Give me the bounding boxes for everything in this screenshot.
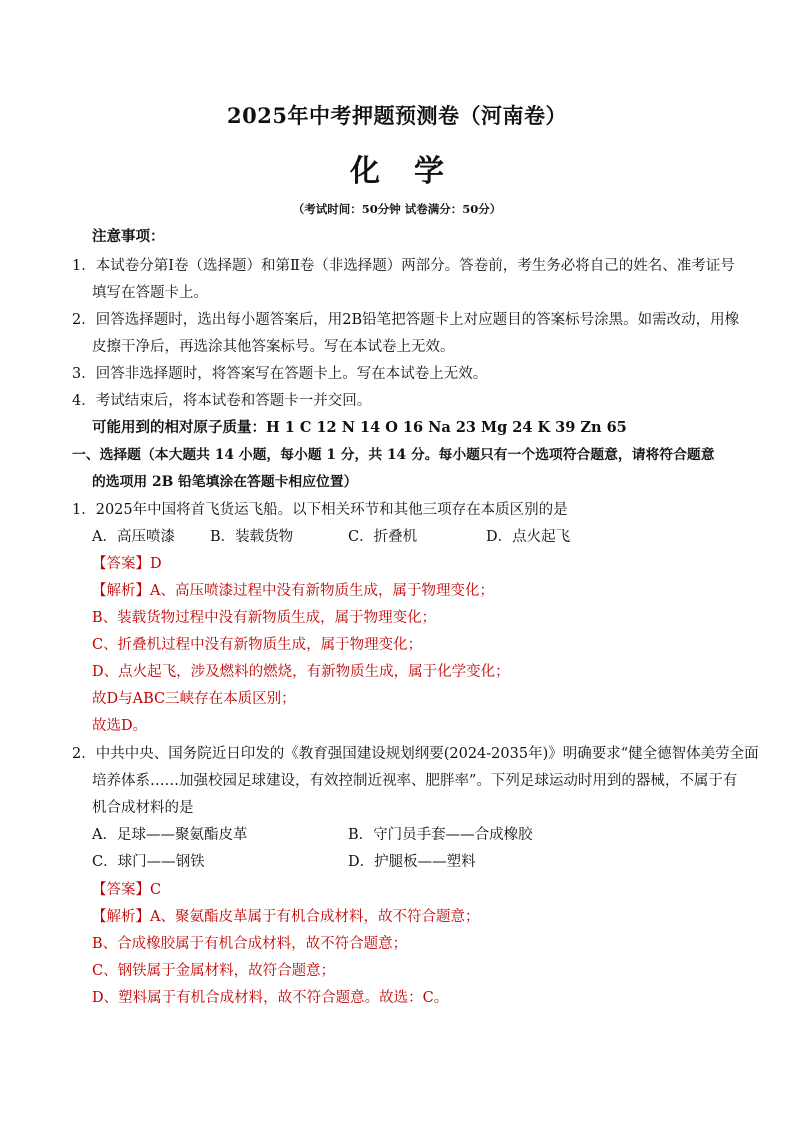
section-heading: 一、选择题（本大题共 14 小题，每小题 1 分，共 14 分。每小题只有一个选项符合题意，请将符合题意 <box>72 447 715 463</box>
question-2-stem: 2．中共中央、国务院近日印发的《教育强国建设规划纲要(2024-2035年)》明确要求“健全德智体美劳全面 <box>72 746 759 762</box>
analysis-line: A、聚氨酯皮革属于有机合成材料，故不符合题意； <box>150 909 480 925</box>
q1-option-c: C．折叠机 <box>348 529 418 545</box>
q1-analysis <box>92 581 494 601</box>
answer-tag: 【答案】 <box>92 556 150 572</box>
q2-answer <box>92 880 161 900</box>
atomic-masses: 可能用到的相对原子质量：H 1 C 12 N 14 O 16 Na 23 Mg 24 K 39 Zn 65 <box>92 419 627 436</box>
question-2-stem: 机合成材料的是 <box>92 800 194 816</box>
notice-item: 3．回答非选择题时，将答案写在答题卡上。写在本试卷上无效。 <box>72 366 488 382</box>
exam-title: 2025年中考押题预测卷（河南卷） <box>227 103 567 128</box>
notice-item: 4．考试结束后，将本试卷和答题卡一并交回。 <box>72 393 372 409</box>
q1-answer <box>92 554 162 574</box>
q2-option-c: C．球门——钢铁 <box>92 854 205 870</box>
notice-heading: 注意事项： <box>92 228 165 245</box>
answer-value: D <box>150 556 162 572</box>
q1-option-d: D．点火起飞 <box>486 529 571 545</box>
q2-analysis <box>92 907 479 927</box>
analysis-tag: 【解析】 <box>92 909 150 925</box>
analysis-line: B、装载货物过程中没有新物质生成，属于物理变化； <box>92 610 437 626</box>
analysis-line: C、钢铁属于金属材料，故符合题意； <box>92 963 336 979</box>
analysis-line: A、高压喷漆过程中没有新物质生成，属于物理变化； <box>150 583 494 599</box>
exam-meta: （考试时间：50分钟 试卷满分：50分） <box>292 202 502 216</box>
q1-option-a: A．高压喷漆 <box>92 529 175 545</box>
answer-tag: 【答案】 <box>92 882 150 898</box>
conclusion-line: 故选D。 <box>92 718 148 734</box>
answer-value: C <box>150 882 162 898</box>
q2-option-b: B．守门员手套——合成橡胶 <box>348 827 533 843</box>
question-1-stem: 1．2025年中国将首飞货运飞船。以下相关环节和其他三项存在本质区别的是 <box>72 502 568 518</box>
analysis-line: B、合成橡胶属于有机合成材料，故不符合题意； <box>92 936 408 952</box>
analysis-line: D、塑料属于有机合成材料，故不符合题意。故选：C。 <box>92 990 449 1006</box>
notice-item: 1．本试卷分第Ⅰ卷（选择题）和第Ⅱ卷（非选择题）两部分。答卷前，考生务必将自己的姓名、准考证号 <box>72 258 735 274</box>
notice-item: 2．回答选择题时，选出每小题答案后，用2B铅笔把答题卡上对应题目的答案标号涂黑。如需改动，用橡 <box>72 312 740 328</box>
analysis-line: C、折叠机过程中没有新物质生成，属于物理变化； <box>92 637 423 653</box>
analysis-line: D、点火起飞，涉及燃料的燃烧，有新物质生成，属于化学变化； <box>92 664 510 680</box>
notice-item: 填写在答题卡上。 <box>92 285 208 301</box>
analysis-tag: 【解析】 <box>92 583 150 599</box>
q2-option-d: D．护腿板——塑料 <box>348 854 476 870</box>
conclusion-line: 故D与ABC三峡存在本质区别； <box>92 691 296 707</box>
notice-item: 皮擦干净后，再选涂其他答案标号。写在本试卷上无效。 <box>92 339 455 355</box>
q1-option-b: B．装载货物 <box>210 529 294 545</box>
q2-option-a: A．足球——聚氨酯皮革 <box>92 827 248 843</box>
subject-title: 化学 <box>350 154 478 189</box>
section-heading-cont: 的选项用 2B 铅笔填涂在答题卡相应位置） <box>92 474 358 490</box>
question-2-stem: 培养体系……加强校园足球建设，有效控制近视率、肥胖率”。下列足球运动时用到的器械，不属于有 <box>92 773 738 789</box>
